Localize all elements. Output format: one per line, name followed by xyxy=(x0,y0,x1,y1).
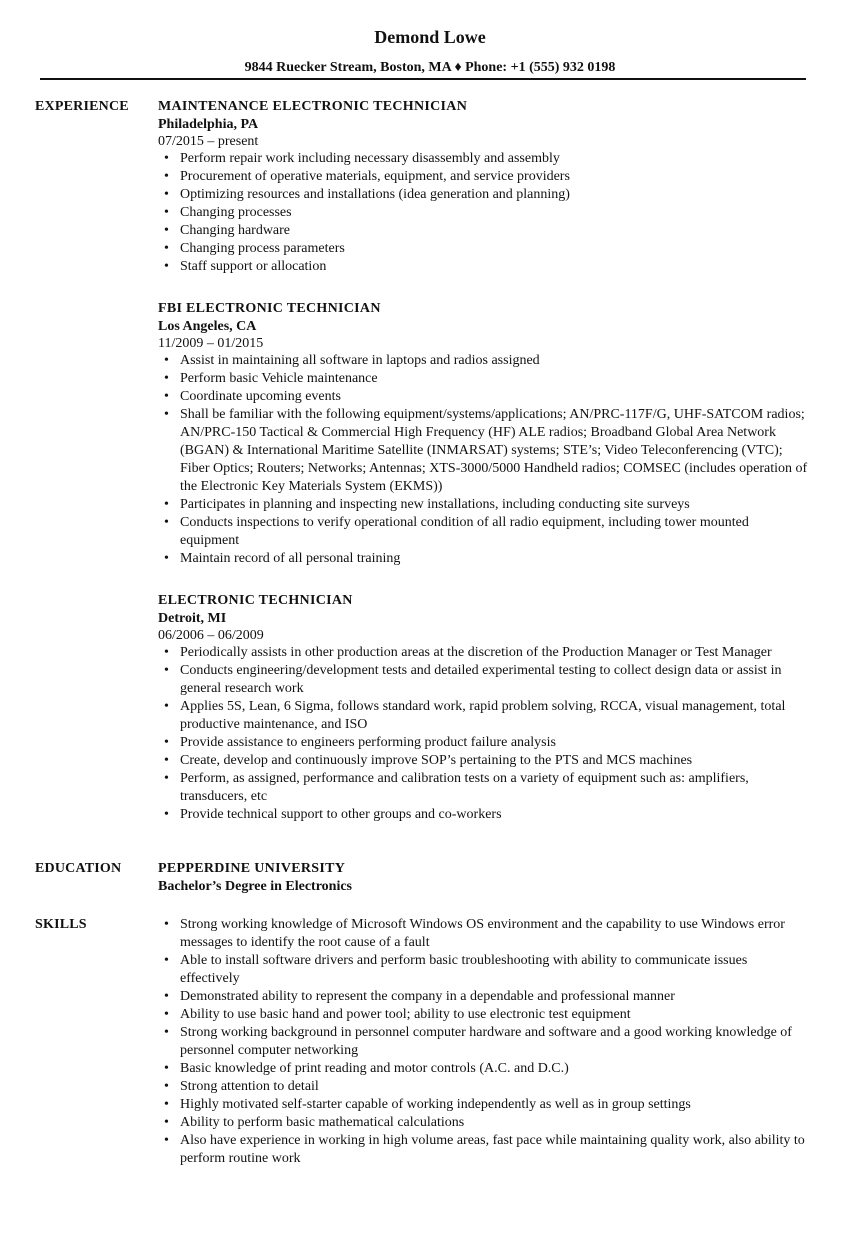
header-divider xyxy=(40,78,806,80)
section-title-skills: SKILLS xyxy=(35,917,87,932)
skills-section xyxy=(0,916,860,1168)
candidate-name: Demond Lowe xyxy=(374,27,486,47)
list-item: • Highly motivated self-starter capable of working independently as well as in group settings xyxy=(158,1096,810,1114)
list-item: • Ability to use basic hand and power tool; ability to use electronic test equipment xyxy=(158,1006,810,1024)
job-dates: 07/2015 – present xyxy=(158,134,259,149)
list-item: • Demonstrated ability to represent the company in a dependable and professional manner xyxy=(158,988,810,1006)
list-item: • Changing processes xyxy=(158,204,810,222)
list-item: • Ability to perform basic mathematical calculations xyxy=(158,1114,810,1132)
education-entry xyxy=(158,860,810,896)
list-item: • Applies 5S, Lean, 6 Sigma, follows standard work, rapid problem solving, RCCA, visual management, total productive maintenance, and ISO xyxy=(158,698,810,734)
resume-body xyxy=(0,98,860,1168)
list-item: • Procurement of operative materials, equipment, and service providers xyxy=(158,168,810,186)
list-item: • Shall be familiar with the following equipment/systems/applications; AN/PRC-117F/G, UHF-SATCOM radios; AN/PRC-150 Tactical & Commercial High Frequency (HF) ALE radios; Broadband Global Area Network (BGAN) & International Maritime Satellite (INMARSAT) systems; STE’s; Video Teleconferencing (VTC); Fiber Optics; Routers; Networks; Antennas; XTS-3000/5000 Handheld radios; COMSEC (includes operation of the Electronic Key Materials System (EKMS)) xyxy=(158,406,810,496)
job-dates: 11/2009 – 01/2015 xyxy=(158,336,264,351)
list-item: • Strong attention to detail xyxy=(158,1078,810,1096)
experience-section xyxy=(0,98,860,860)
job-entry xyxy=(158,592,810,824)
job-entry xyxy=(158,300,810,568)
list-item: • Staff support or allocation xyxy=(158,258,810,276)
list-item: • Able to install software drivers and perform basic troubleshooting with ability to communicate issues effectively xyxy=(158,952,810,988)
skills-entry xyxy=(158,916,810,1168)
list-item: • Also have experience in working in high volume areas, fast pace while maintaining quality work, also ability to perform routine work xyxy=(158,1132,810,1168)
section-title-experience: EXPERIENCE xyxy=(35,99,129,114)
job-title: FBI ELECTRONIC TECHNICIAN xyxy=(158,301,381,316)
section-title-education: EDUCATION xyxy=(35,861,122,876)
list-item: • Changing process parameters xyxy=(158,240,810,258)
job-title: ELECTRONIC TECHNICIAN xyxy=(158,593,353,608)
job-location: Detroit, MI xyxy=(158,611,227,626)
list-item: • Optimizing resources and installations (idea generation and planning) xyxy=(158,186,810,204)
list-item: • Maintain record of all personal training xyxy=(158,550,810,568)
list-item: • Perform, as assigned, performance and calibration tests on a variety of equipment such as: amplifiers, transducers, etc xyxy=(158,770,810,806)
list-item: • Basic knowledge of print reading and motor controls (A.C. and D.C.) xyxy=(158,1060,810,1078)
list-item: • Conducts engineering/development tests and detailed experimental testing to collect design data or assist in general research work xyxy=(158,662,810,698)
job-bullet-list xyxy=(158,352,810,568)
experience-list xyxy=(158,98,810,824)
degree: Bachelor’s Degree in Electronics xyxy=(158,879,353,894)
list-item: • Assist in maintaining all software in laptops and radios assigned xyxy=(158,352,810,370)
list-item: • Provide assistance to engineers performing product failure analysis xyxy=(158,734,810,752)
list-item: • Strong working knowledge of Microsoft Windows OS environment and the capability to use Windows error messages to identify the root cause of a fault xyxy=(158,916,810,952)
list-item: • Periodically assists in other production areas at the discretion of the Production Manager or Test Manager xyxy=(158,644,810,662)
list-item: • Provide technical support to other groups and co-workers xyxy=(158,806,810,824)
job-bullet-list xyxy=(158,644,810,824)
list-item: • Strong working background in personnel computer hardware and software and a good working knowledge of personnel computer networking xyxy=(158,1024,810,1060)
list-item: • Conducts inspections to verify operational condition of all radio equipment, including tower mounted equipment xyxy=(158,514,810,550)
list-item: • Changing hardware xyxy=(158,222,810,240)
job-title: MAINTENANCE ELECTRONIC TECHNICIAN xyxy=(158,99,468,114)
job-entry xyxy=(158,98,810,276)
school-name: PEPPERDINE UNIVERSITY xyxy=(158,861,346,876)
list-item: • Participates in planning and inspecting new installations, including conducting site surveys xyxy=(158,496,810,514)
list-item: • Coordinate upcoming events xyxy=(158,388,810,406)
contact-line: 9844 Ruecker Stream, Boston, MA ♦ Phone: +1 (555) 932 0198 xyxy=(244,60,616,75)
list-item: • Perform basic Vehicle maintenance xyxy=(158,370,810,388)
list-item: • Perform repair work including necessary disassembly and assembly xyxy=(158,150,810,168)
job-bullet-list xyxy=(158,150,810,276)
skills-list xyxy=(158,916,810,1168)
education-section xyxy=(0,860,860,916)
job-location: Los Angeles, CA xyxy=(158,319,257,334)
job-dates: 06/2006 – 06/2009 xyxy=(158,628,264,643)
list-item: • Create, develop and continuously improve SOP’s pertaining to the PTS and MCS machines xyxy=(158,752,810,770)
job-location: Philadelphia, PA xyxy=(158,117,259,132)
